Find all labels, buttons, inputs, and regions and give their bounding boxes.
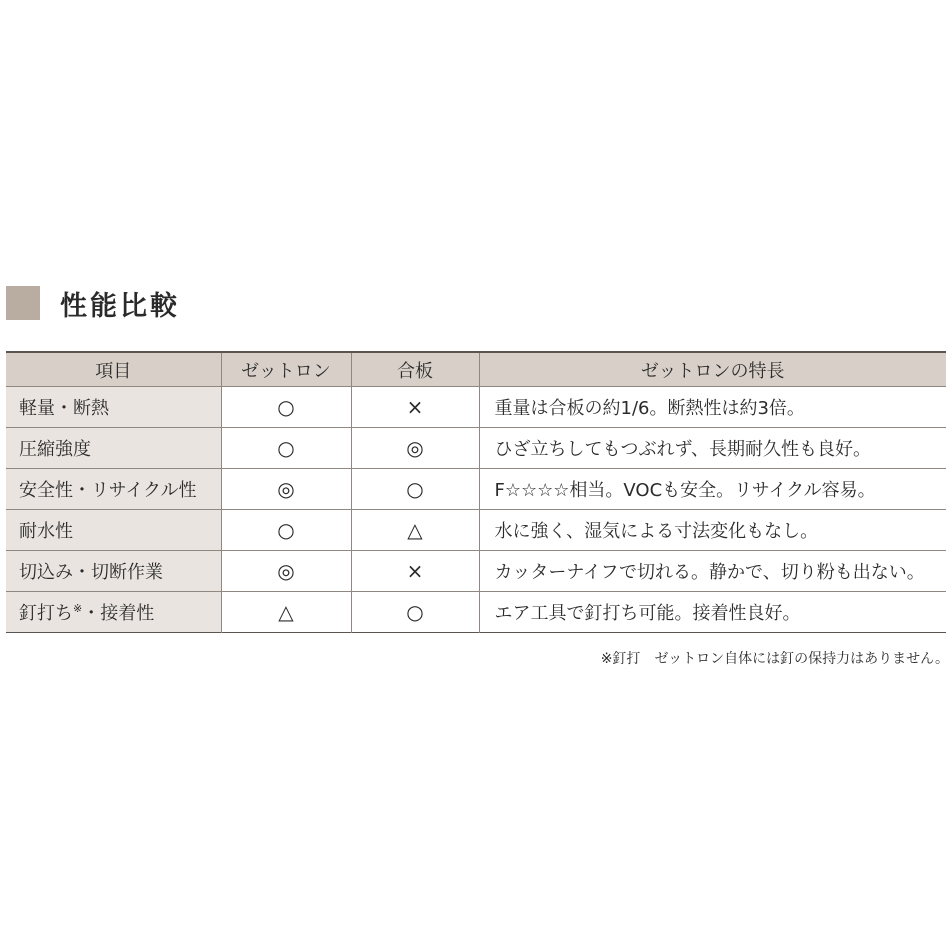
plywood-rating: ×: [351, 551, 479, 592]
heading-title: 性能比較: [60, 290, 180, 322]
zettron-rating: △: [221, 592, 351, 633]
footnote-text: ゼットロン自体には釘の保持力はありません。: [654, 651, 949, 667]
zettron-rating: ○: [221, 387, 351, 428]
table-row: [6, 551, 946, 592]
plywood-rating: ○: [351, 469, 479, 510]
row-item-label: [6, 592, 221, 633]
note-reference-mark: ※: [73, 602, 83, 615]
footnote: [601, 648, 949, 668]
plywood-rating: ◎: [351, 428, 479, 469]
table-row: [6, 592, 946, 633]
table-row: [6, 469, 946, 510]
footnote-label: ※釘打: [600, 651, 641, 667]
table-header-row: [6, 352, 946, 387]
plywood-rating: ×: [351, 387, 479, 428]
table-row: [6, 387, 946, 428]
plywood-rating: ○: [351, 592, 479, 633]
plywood-rating: △: [351, 510, 479, 551]
row-item-label: 切込み・切断作業: [6, 551, 221, 592]
table-row: [6, 428, 946, 469]
column-header-feature: ゼットロンの特長: [479, 352, 946, 387]
feature-text: 重量は合板の約1/6。断熱性は約3倍。: [479, 387, 946, 428]
feature-text: ひざ立ちしてもつぶれず、長期耐久性も良好。: [479, 428, 946, 469]
row-item-label: 耐水性: [6, 510, 221, 551]
zettron-rating: ◎: [221, 469, 351, 510]
feature-text: F☆☆☆☆相当。VOCも安全。リサイクル容易。: [479, 469, 946, 510]
heading-accent-square: [6, 286, 40, 320]
section-heading: [6, 284, 180, 322]
row-item-label-suffix: ・接着性: [82, 603, 155, 624]
row-item-label: 安全性・リサイクル性: [6, 469, 221, 510]
feature-text: カッターナイフで切れる。静かで、切り粉も出ない。: [479, 551, 946, 592]
zettron-rating: ○: [221, 428, 351, 469]
column-header-zettron: ゼットロン: [221, 352, 351, 387]
column-header-item: 項目: [6, 352, 221, 387]
zettron-rating: ◎: [221, 551, 351, 592]
feature-text: 水に強く、湿気による寸法変化もなし。: [479, 510, 946, 551]
row-item-label: 圧縮強度: [6, 428, 221, 469]
column-header-plywood: 合板: [351, 352, 479, 387]
row-item-label-main: 釘打ち: [19, 603, 73, 624]
feature-text: エア工具で釘打ち可能。接着性良好。: [479, 592, 946, 633]
table-row: [6, 510, 946, 551]
row-item-label: 軽量・断熱: [6, 387, 221, 428]
comparison-table: [6, 351, 946, 633]
zettron-rating: ○: [221, 510, 351, 551]
